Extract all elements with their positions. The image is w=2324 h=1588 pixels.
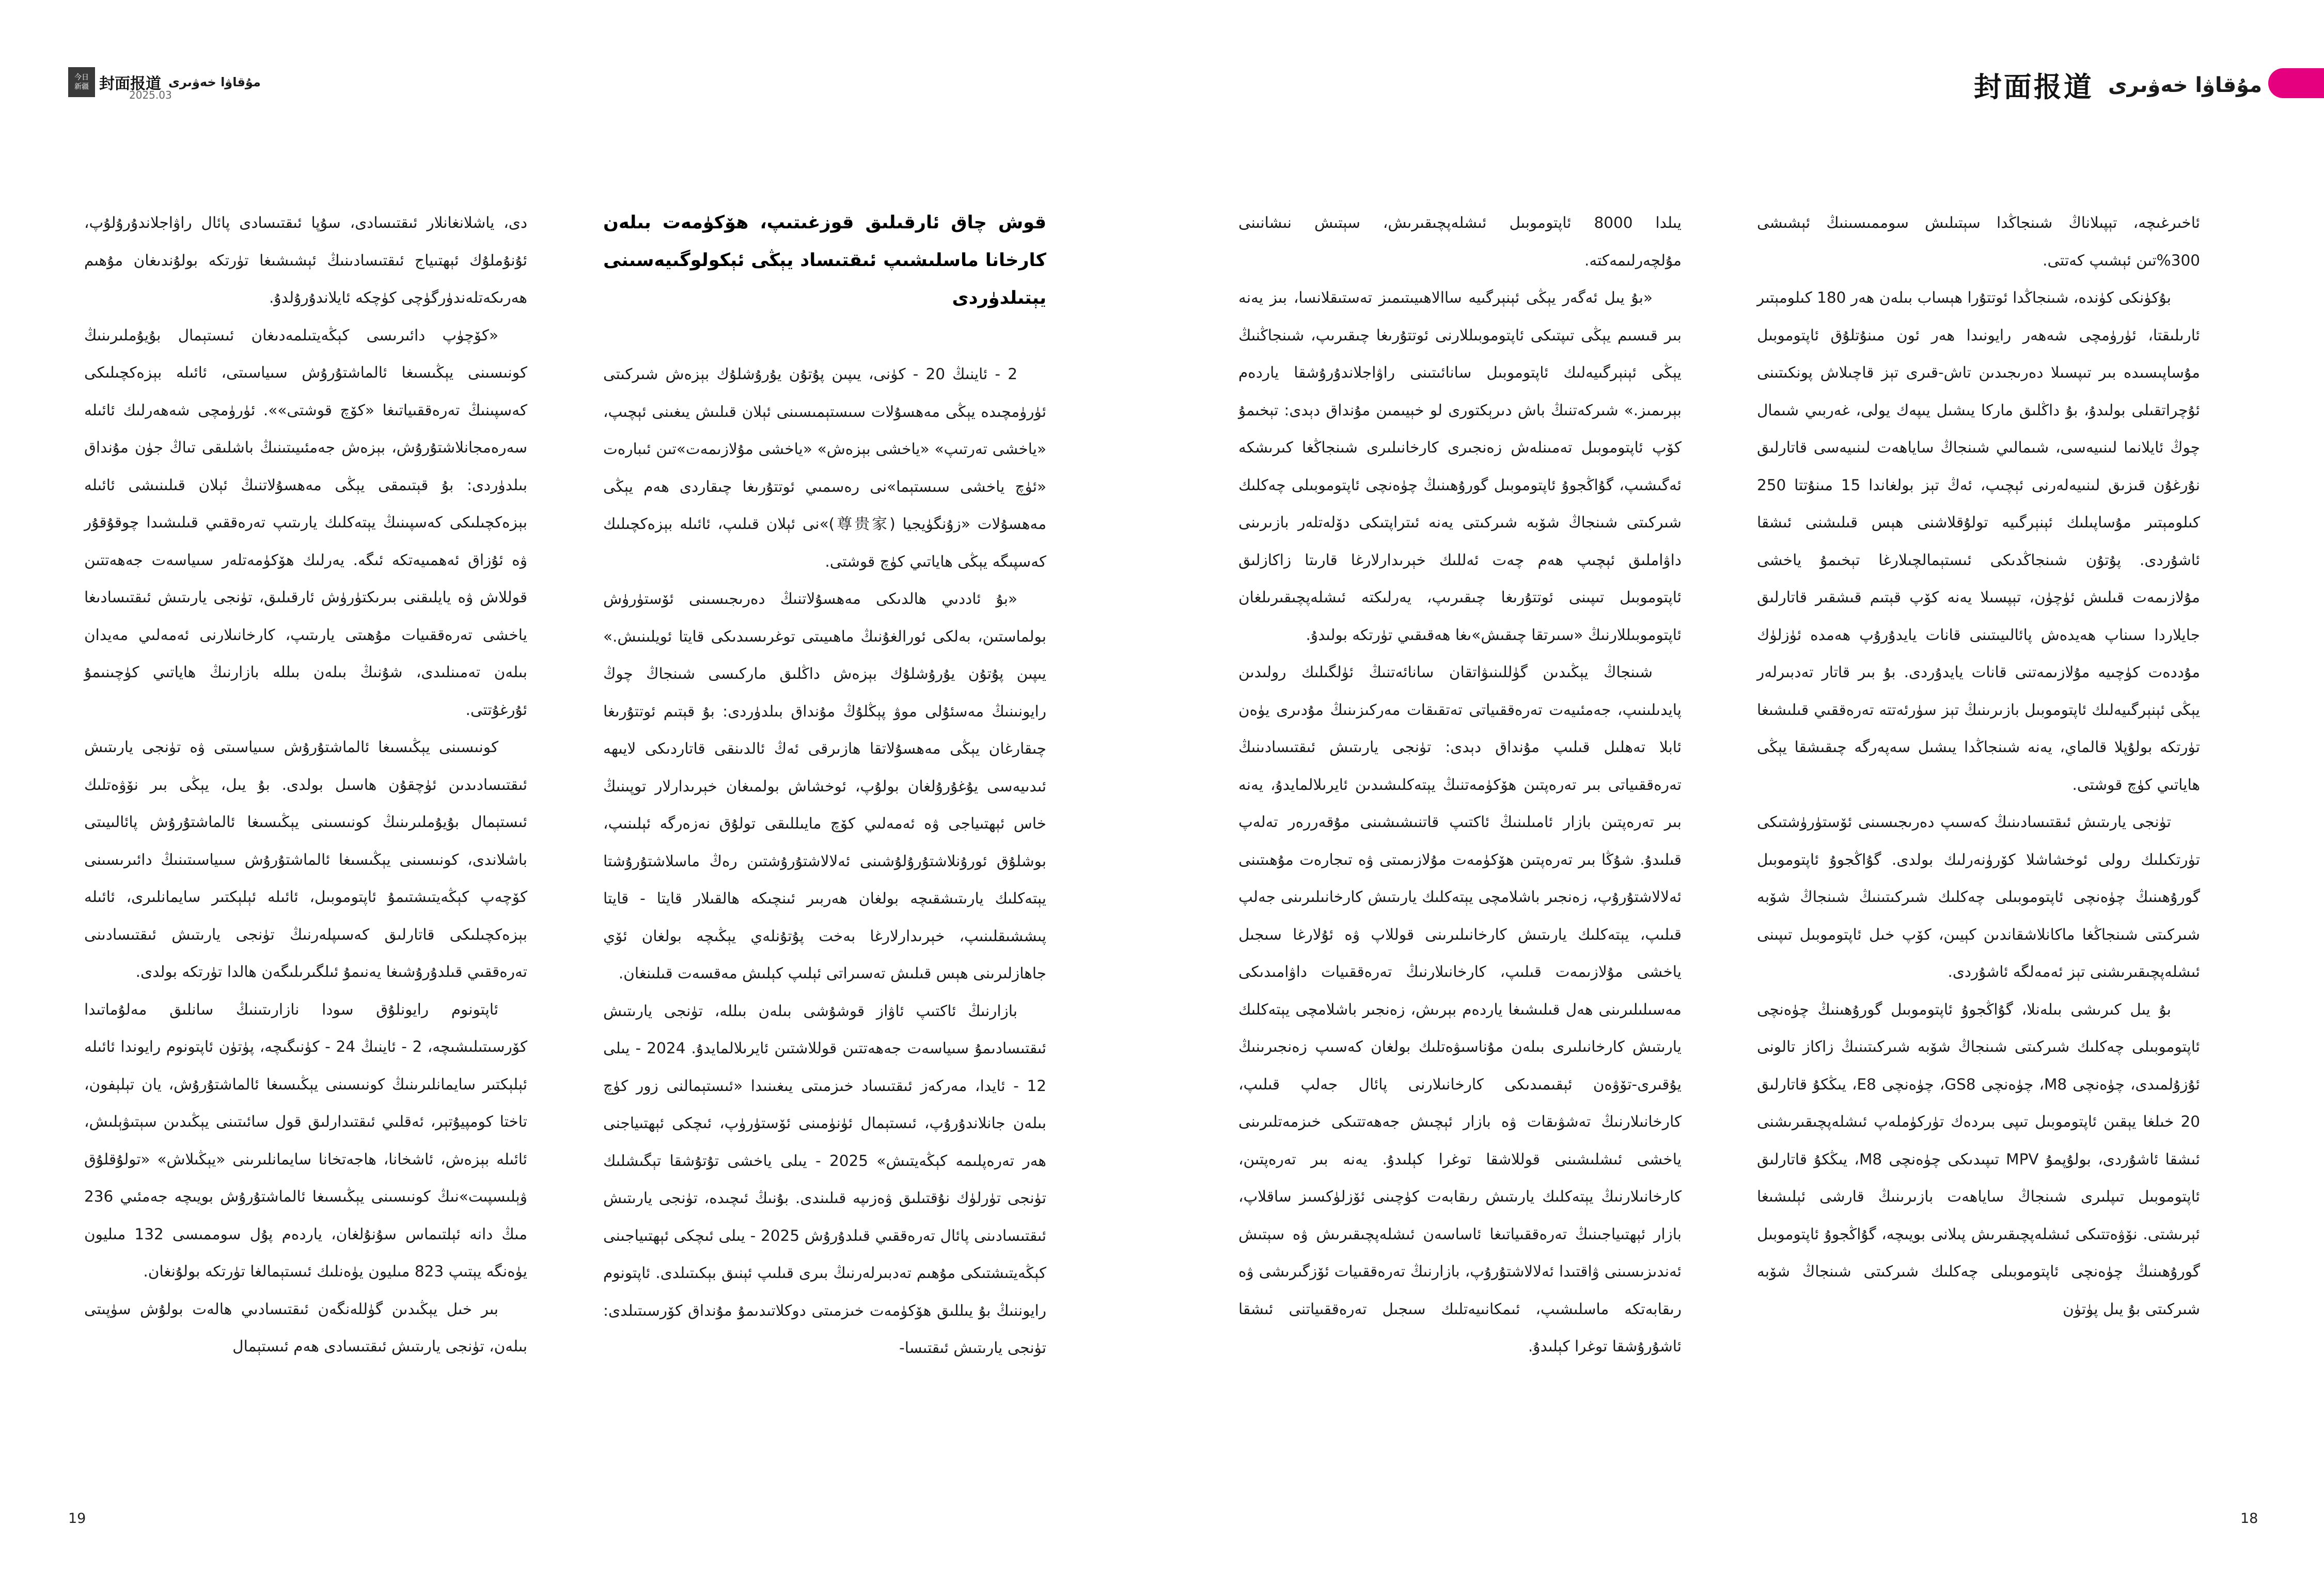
magazine-logo — [68, 67, 95, 97]
paragraph: «بۇ يىل ئەگەر يېڭى ئېنېرگىيە ساالاھىيىتىمىز تەستىقلانسا، بىز يەنە بىر قىسىم يېڭى تىپتىكى ئاپتوموبىللارنى ئوتتۇرىغا چىقىرىپ، شىنجاڭنىڭ يېڭى ئېنېرگىيەلىك ئاپتوموبىل سانائىتىنى راۋاجلاندۇرۇشقا ياردەم بېرىمىز.» شىركەتنىڭ باش دىرېكتورى لو خېيىمىن مۇنداق دېدى: تېخىمۇ كۆپ ئاپتوموبىل تەمىنلەش زەنجىرى كارخانىلىرى شىنجاڭغا كىرىشكە ئەگىشىپ، گۇاڭجوۇ ئاپتوموبىل گورۇھىنىڭ چۈەنچى ئاپتوموبىلى چەكلىك شىركىتى شىنجاڭ شۆبە شىركىتى يەنە ئىتراپتىكى دۆلەتلەر بازىرىنى داۋاملىق ئېچىپ ھەم چەت ئەللىك خېرىدارلارغا قارىتا زاكازلىق ئاپتوموبىل تىپىنى ئوتتۇرىغا چىقىرىپ، يەرلىكتە ئىشلەپچىقىرىلغان ئاپتوموبىللارنىڭ «سىرتقا چىقىش»ىغا ھەقىقىي تۈرتكە بولىدۇ. — [1238, 289, 1682, 644]
paragraph: بۇ يىل كىرىشى بىلەنلا، گۇاڭجوۇ ئاپتوموبىل گورۇھىنىڭ چۈەنچى ئاپتوموبىلى چەكلىك شىركىتى شىنجاڭ شۆبە شىركىتىنىڭ زاكاز تالونى ئۇزۇلمىدى، چۈەنچى M8، چۈەنچى GS8، چۈەنچى E8، يىڭكۇ قاتارلىق 20 خىلغا يېقىن ئاپتوموبىل تىپى بىردەك تۈركۈملەپ ئىشلەپچىقىرىشنى ئىشقا ئاشۇردى، بولۇپمۇ MPV تىپىدىكى چۈەنچى M8، يىڭكۇ قاتارلىق ئاپتوموبىل تىپلىرى شىنجاڭ ساياھەت بازىرىنىڭ قارشى ئېلىشىغا ئېرىشتى. نۆۋەتتىكى ئىشلەپچىقىرىش پىلانى بويىچە، گۇاڭجوۇ ئاپتوموبىل گورۇھىنىڭ چۈەنچى ئاپتوموبىلى چەكلىك شىركىتى شىنجاڭ شۆبە شىركىتى بۇ يىل پۈتۈن — [1757, 1000, 2200, 1318]
paragraph: دى، ياشلانغانلار ئىقتىسادى، سۇپا ئىقتىسادى پائال راۋاجلاندۇرۇلۇپ، ئۇنۇملۇك ئېھتىياج ئىقتىسادىنىڭ ئېشىشىغا تۈرتكە بولۇندىغان مۇھىم ھەرىكەتلەندۈرگۈچى كۈچكە ئايلاندۇرۇلدۇ. — [84, 214, 527, 306]
page-number-left: 19 — [68, 1511, 86, 1527]
paragraph: بازارنىڭ ئاكتىپ ئاۋاز قوشۇشى بىلەن بىللە، تۈنجى يارىتىش ئىقتىسادىمۇ سىياسەت جەھەتتىن قوللاشتىن ئايرىلالمايدۇ. 2024 - يىلى 12 - ئايدا، مەركەز ئىقتىساد خىزمىتى يىغىنىدا «ئىستېمالنى زور كۈچ بىلەن جانلاندۇرۇپ، ئىستېمال ئۈنۈمىنى ئۆستۈرۈپ، ئىچكى ئېھتىياجنى ھەر تەرەپلىمە كېڭەيتىش» 2025 - يىلى ياخشى تۇتۇشقا تېگىشلىك تۈنجى تۈرلۈك نۇقتىلىق ۋەزىپە قىلىندى. بۇنىڭ ئىچىدە، تۈنجى يارىتىش ئىقتىسادىنى پائال تەرەققىي قىلدۇرۇش 2025 - يىلى ئىچكى ئېھتىياجىنى كېڭەيتىشتىكى مۇھىم تەدبىرلەرنىڭ بىرى قىلىپ ئېنىق بېكىتىلدى. ئاپتونوم رايوننىڭ بۇ يىللىق ھۆكۈمەت خىزمىتى دوكلاتىدىمۇ مۇنداق كۆرسىتىلدى: تۈنجى يارىتىش ئىقتىسا- — [603, 1002, 1047, 1357]
logo-line1: 今日 — [74, 73, 89, 82]
paragraph: تۈنجى يارىتىش ئىقتىسادىنىڭ كەسىپ دەرىجىسىنى ئۆستۈرۈشتىكى تۈرتكىلىك رولى ئوخشاشلا كۆرۈنەرلىك بولدى. گۇاڭجوۇ ئاپتوموبىل گورۇھىنىڭ چۈەنچى ئاپتوموبىلى چەكلىك شىركىتىنىڭ شىنجاڭ شۆبە شىركىتى شىنجاڭغا ماكانلاشقاندىن كېيىن، كۆپ خىل ئاپتوموبىل تىپىنى ئىشلەپچىقىرىشنى تېز ئەمەلگە ئاشۇردى. — [1757, 813, 2200, 980]
article-column-1 — [1757, 204, 2200, 1328]
masthead-right — [1974, 65, 2262, 105]
paragraph: «بۇ ئاددىي ھالدىكى مەھسۇلاتنىڭ دەرىجىسىنى ئۆستۈرۈش بولماستىن، بەلكى ئورالغۇنىڭ ماھىيىتى توغرىسىدىكى قايتا ئويلىنىش.» يىپىن پۇتۇن يۇرۇشلۇك بېزەش داڭلىق ماركىسى شىنجاڭ چوڭ رايونىنىڭ مەسئۇلى موۋ پېڭلۇڭ مۇنداق بىلدۈردى: بۇ قېتىم ئوتتۇرىغا چىقارغان يېڭى مەھسۇلاتقا ھازىرقى ئەڭ ئالدىنقى قاتاردىكى لايىھە ئىدىيەسى يۇغۇرۇلغان بولۇپ، ئوخشاش بولمىغان خېرىدارلار توپىنىڭ خاس ئېھتىياجى ۋە ئەمەلىي كۆچ مايىللىقى تولۇق نەزەرگە ئېلىنىپ، بوشلۇق ئورۇنلاشتۇرۇلۇشىنى ئەلالاشتۇرۇشتىن رەڭ ماسلاشتۇرۇشتا يېتەكلىك يارىتىشقىچە بولغان ھەربىر ئىنچىكە ھالقىلار قايتا - قايتا پىششىقلىنىپ، خېرىدارلارغا بەخت پۇتۇنلەي يېڭىچە بولغان ئۆي جاھازلىرىنى ھېس قىلىش تەسىراتى ئېلىپ كېلىش مەقسەت قىلىنغان. — [603, 590, 1046, 982]
article-column-2 — [1238, 204, 1682, 1365]
section-tab — [2268, 68, 2324, 98]
paragraph: بۇكۈنكى كۈندە، شىنجاڭدا ئوتتۇرا ھېساب بىلەن ھەر 180 كىلومېتىر ئارىلىقتا، ئۈرۈمچى شەھەر رايونىدا ھەر ئون مىنۇتلۇق ئاپتوموبىل مۇساپىسىدە بىر تىپسىلا دەرىجىدىن تاش-قىرى تېز قاچىلاش پونكىتىنى ئۇچراتقىلى بولىدۇ، بۇ داڭلىق ماركا يىشىل يىپەك يولى، غەربىي شىمال چوڭ ئايلانما لىنىيەسى، شىمالىي شىنجاڭ ساياھەت لىنىيەسى قاتارلىق نۇرغۇن قىزىق لىنىيەلەرنى ئېچىپ، ئەڭ تېز بولغاندا 15 مىنۇتتا 250 كىلومېتىر مۇساپىلىك ئېنېرگىيە تولۇقلاشنى ھېس قىلىشنى ئىشقا ئاشۇردى. پۇتۇن شىنجاڭدىكى ئىستېمالچىلارغا تېخىمۇ ياخشى مۇلازىمەت قىلىش ئۈچۈن، تېپسىلا يەنە كۆپ قېتىم قىشقىر قاتارلىق جايلاردا سىناپ ھەيدەش پائالىيىتىنى قانات يايدۇرۇپ ھەمدە ئۈزلۈك مۇددەت كۈچىيە مۇلازىمەتنى قانات يايدۇردى. بۇ بىر قاتار تەدبىرلەر يېڭى ئېنېرگىيەلىك ئاپتوموبىل بازىرىنىڭ تېز سۈرئەتتە تەرەققىي قىلىشىغا تۈرتكە بولۇپلا قالماي، يەنە شىنجاڭدا يىشىل سەپەرگە چىقىشقا يېڭى ھاياتىي كۈچ قوشتى. — [1757, 289, 2200, 793]
article-column-4 — [84, 204, 527, 1365]
page-number-right: 18 — [2240, 1511, 2258, 1527]
paragraph: كونىسىنى يېڭىسىغا ئالماشتۇرۇش سىياسىتى ۋە تۈنجى يارىتىش ئىقتىسادىدىن ئۈچقۇن ھاسىل بولدى. بۇ يىل، يېڭى بىر نۆۋەتلىك ئىستېمال بۇيۇملىرىنىڭ كونىسىنى يېڭىسىغا ئالماشتۇرۇش پائالىيىتى باشلاندى، كونىسىنى يېڭىسىغا ئالماشتۇرۇش سىياسىتىنىڭ دائىرىسىنى كۆچەپ كېڭەيتىشتىمۇ ئاپتوموبىل، ئائىلە ئېلېكتىر سايمانلىرى، ئائىلە بېزەكچىلىكى قاتارلىق كەسىپلەرنىڭ تۈنجى يارىتىش ئىقتىسادىنى تەرەققىي قىلدۇرۇشىغا يەنىمۇ ئىلگىرىلىگەن ھالدا تۈرتكە بولدى. — [84, 738, 527, 980]
paragraph: بىر خىل يېڭىدىن گۈللەنگەن ئىقتىسادىي ھالەت بولۇش سۈپىتى بىلەن، تۈنجى يارىتىش ئىقتىسادى ھەم ئىستېمال — [84, 1300, 527, 1355]
masthead-left — [68, 67, 261, 101]
brand-uyghur: مۇقاۋا خەۋىرى — [2108, 73, 2262, 97]
paragraph: ئاپتونوم رايونلۇق سودا نازارىتىنىڭ سانلىق مەلۇماتىدا كۆرسىتىلىشىچە، 2 - ئاينىڭ 24 - كۈنىگىچە، پۈتۈن ئاپتونوم رايوندا ئائىلە ئېلېكتىر سايمانلىرىنىڭ كونىسىنى يېڭىسىغا ئالماشتۇرۇش، يان تېلېفون، تاختا كومپيۇتېر، ئەقلىي ئىقتىدارلىق قول سائىتىنى يېڭىدىن سېتىۋېلىش، ئائىلە بېزەش، ئاشخانا، ھاجەتخانا سايمانلىرىنى «يېڭىلاش» «تولۇقلۇق ۋېلىسپىت»نىڭ كونىسىنى يېڭىسىغا ئالماشتۇرۇش بويىچە جەمئىي 236 مىڭ دانە ئېلتىماس سۇنۇلغان، ياردەم پۇل سوممىسى 132 مىليون يۈەنگە يېتىپ 823 مىليون يۈەنلىك ئىستېمالغا تۈرتكە بولۇنغان. — [84, 1000, 527, 1280]
paragraph: 2 - ئاينىڭ 20 - كۈنى، يىپىن پۇتۇن يۇرۇشلۇك بېزەش شىركىتى ئۈرۈمچىدە يېڭى مەھسۇلات سىستېمىسىنى ئېلان قىلىش يىغىنى ئېچىپ، «ياخشى تەرتىپ» «ياخشى بېزەش» «ياخشى مۇلازىمەت»تىن ئىبارەت «ئۈچ ياخشى سىستېما»نى رەسمىي ئوتتۇرىغا چىقاردى ھەم يېڭى مەھسۇلات «زۇنگۈيجيا (尊贵家)»نى ئېلان قىلىپ، ئائىلە بېزەكچىلىك كەسپىگە يېڭى ھاياتىي كۈچ قوشتى. — [603, 365, 1046, 570]
brand-chinese: 封面报道 — [99, 75, 161, 93]
paragraph: يىلدا 8000 ئاپتوموبىل ئىشلەپچىقىرىش، سېتىش نىشانىنى مۇلچەرلىمەكتە. — [1238, 214, 1682, 269]
paragraph: ئاخىرغىچە، تېپىلاناڭ شىنجاڭدا سېتىلىش سوممىسىنىڭ ئېشىشى 300%تىن ئېشىپ كەتتى. — [1757, 214, 2200, 269]
logo-line2: 新疆 — [74, 83, 89, 91]
section-headline: قوش چاق ئارقىلىق قوزغىتىپ، ھۆكۈمەت بىلەن كارخانا ماسلىشىپ ئىقتىساد يېڭى ئېكولوگىيەسىنى يېتىلدۈردى — [603, 212, 1046, 308]
issue-date: 2025.03 — [129, 89, 172, 101]
paragraph: شىنجاڭ يېڭىدىن گۈللىنىۋاتقان سانائەتنىڭ ئۈلگىلىك رولىدىن پايدىلىنىپ، جەمئىيەت تەرەققىياتى تەتقىقات مەركىزىنىڭ مۇدىرى يۈەن ئابلا تەھلىل قىلىپ مۇنداق دېدى: تۈنجى يارىتىش ئىقتىسادىنىڭ تەرەققىياتى بىر تەرەپتىن ھۆكۈمەتنىڭ يېتەكلىشىدىن ئايرىلالمايدۇ، يەنە بىر تەرەپتىن بازار ئامىلىنىڭ ئاكتىپ قاتنىشىشىنى مۇقەررەر تەلەپ قىلىدۇ. شۇڭا بىر تەرەپتىن ھۆكۈمەت مۇلازىمىتى ۋە تىجارەت مۇھىتىنى ئەلالاشتۇرۇپ، زەنجىر باشلامچى يېتەكلىك يارىتىش كارخانىلىرىنى جەلپ قىلىپ، يېتەكلىك يارىتىش كارخانىلىرىنى قوللاپ ۋە ئۇلارغا سىجىل ياخشى مۇلازىمەت قىلىپ، كارخانىلارنىڭ تەرەققىيات داۋامىدىكى مەسىلىلىرىنى ھەل قىلىشىغا ياردەم بېرىش، زەنجىر باشلامچى يېتەكلىك يارىتىش كارخانىلىرى بىلەن مۇناسىۋەتلىك بولغان كەسىپ زەنجىرىنىڭ يۇقىرى-تۆۋەن ئېقىمىدىكى كارخانىلارنى پائال جەلپ قىلىپ، كارخانىلارنىڭ تەشۋىقات ۋە بازار ئېچىش جەھەتتىكى خىزمەتلىرىنى ياخشى ئىشلىشىنى قوللاشقا توغرا كېلىدۇ. يەنە بىر تەرەپتىن، كارخانىلارنىڭ يېتەكلىك يارىتىش رىقابەت كۈچىنى ئۆزلۈكسىز ساقلاپ، بازار ئېھتىياجىنىڭ تەرەققىياتىغا ئاساسەن ئىشلەپچىقىرىش ۋە سېتىش ئەندىزىسىنى ۋاقتىدا ئەلالاشتۇرۇپ، بازارنىڭ تەرەققىيات ئۆزگىرىشى ۋە رىقابەتكە ماسلىشىپ، ئىمكانىيەتلىك سىجىل تەرەققىياتنى ئىشقا ئاشۇرۇشقا توغرا كېلىدۇ. — [1238, 663, 1682, 1355]
brand-uyghur: مۇقاۋا خەۋىرى — [168, 75, 261, 89]
brand-chinese: 封面报道 — [1973, 70, 2094, 103]
article-column-3 — [603, 204, 1046, 1367]
paragraph: «كۆچۈپ دائىرىسى كېڭەيتىلمەدىغان ئىستېمال بۇيۇملىرىنىڭ كونىسىنى يېڭىسىغا ئالماشتۇرۇش سىياسىتى، ئائىلە بېزەكچىلىكى كەسپىنىڭ تەرەققىياتىغا «كۆچ قوشتى»». ئۈرۈمچى شەھەرلىك ئائىلە سەرەمجانلاشتۇرۇش، بېزەش جەمئىيىتىنىڭ باشلىقى تىاڭ جۈن مۇنداق بىلدۈردى: بۇ قېتىمقى يېڭى مەھسۇلاتنىڭ ئېلان قىلىنىشى ئائىلە بېزەكچىلىكى كەسپىنىڭ يېتەكلىك يارىتىپ تەرەققىي قىلىشىدا چوقۇقۇر ۋە ئۇزاق ئەھمىيەتكە ئىگە. يەرلىك ھۆكۈمەتلەر سىياسەت جەھەتتىن قوللاش ۋە يايلىقنى بىرىكتۈرۈش ئارقىلىق، تۈنجى يارىتىش ئىقتىسادىغا ياخشى تەرەققىيات مۇھىتى يارىتىپ، كارخانىلارنى ئەمەلىي مەيدان بىلەن تەمىنلىدى، شۇنىڭ بىلەن بىللە بازارنىڭ ھاياتىي كۈچىنىمۇ ئۇرغۇتتى. — [84, 326, 527, 719]
